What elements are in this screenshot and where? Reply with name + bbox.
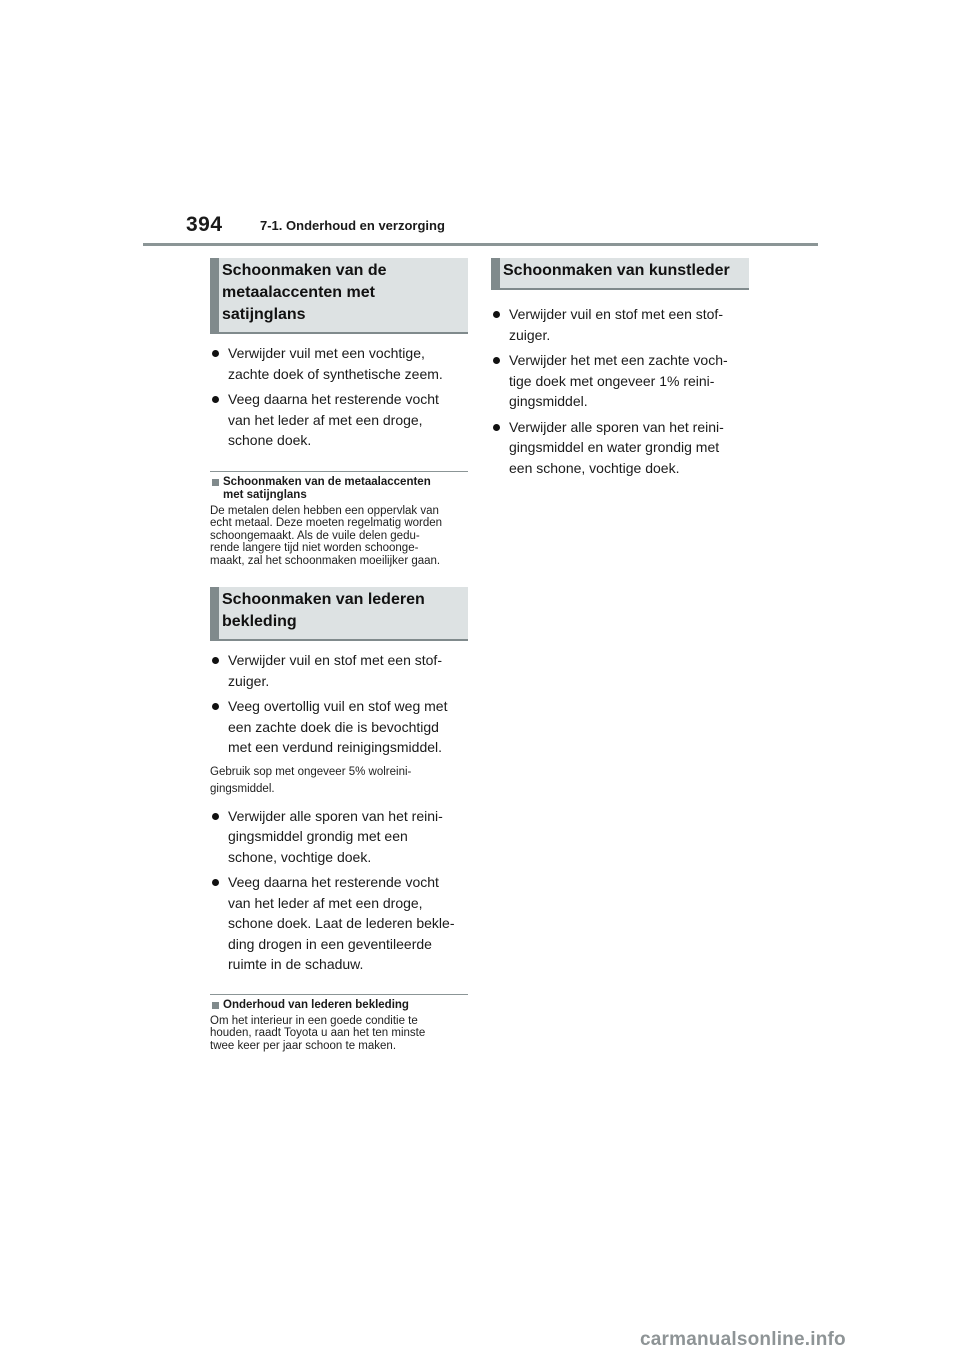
info-body: De metalen delen hebben een oppervlak van echt metaal. Deze moeten regelmatig worden schoongemaakt. Als de vuile delen gedu- rende langere tijd niet worden schoonge- maakt, zal het schoonmaken moeilijker gaan. [210,504,443,567]
bullet-list-metaalaccenten [210,343,468,451]
info-title: Onderhoud van lederen bekleding [210,999,468,1012]
bullet-list-kunstleder [491,304,749,478]
info-title: Schoonmaken van de metaalaccenten met satijnglans [210,476,468,502]
list-item: Verwijder het met een zachte voch- tige doek met ongeveer 1% reini- gingsmiddel. [491,350,749,412]
list-item: Veeg overtollig vuil en stof weg met een zachte doek die is bevochtigd met een verdund reinigingsmiddel. [210,696,468,758]
info-block-metaalaccenten [210,471,468,568]
list-item: Verwijder alle sporen van het reini- gingsmiddel grondig met een schone, vochtige doek. [210,806,468,868]
section-heading-kunstleder: Schoonmaken van kunstleder [491,258,749,290]
list-item: Verwijder vuil en stof met een stof- zuiger. [210,650,468,691]
page-number: 394 [186,213,223,236]
list-item: Verwijder vuil en stof met een stof- zuiger. [491,304,749,345]
section-heading-lederen-bekleding: Schoonmaken van lederen bekleding [210,587,468,641]
header-rule [143,243,818,246]
list-item: Veeg daarna het resterende vocht van het leder af met een droge, schone doek. Laat de lederen bekle- ding drogen in een geventileerde ruimte in de schaduw. [210,872,468,975]
list-item: Verwijder vuil met een vochtige, zachte doek of synthetische zeem. [210,343,468,384]
info-body: Om het interieur in een goede conditie te houden, raadt Toyota u aan het ten minste twee keer per jaar schoon te maken. [210,1014,426,1052]
note-wolreinigingsmiddel: Gebruik sop met ongeveer 5% wolreini- gingsmiddel. [210,765,412,795]
list-item: Verwijder alle sporen van het reini- gingsmiddel en water grondig met een schone, vochtige doek. [491,417,749,479]
bullet-list-lederen-a [210,650,468,758]
footer-watermark: carmanualsonline.info [640,1329,846,1350]
bullet-list-lederen-b [210,806,468,975]
info-block-lederen-bekleding [210,994,468,1053]
list-item: Veeg daarna het resterende vocht van het leder af met een droge, schone doek. [210,389,468,451]
left-column [210,258,468,1052]
chapter-title: 7-1. Onderhoud en verzorging [260,218,445,233]
right-column [491,258,749,478]
section-heading-metaalaccenten: Schoonmaken van de metaalaccenten met satijnglans [210,258,468,334]
